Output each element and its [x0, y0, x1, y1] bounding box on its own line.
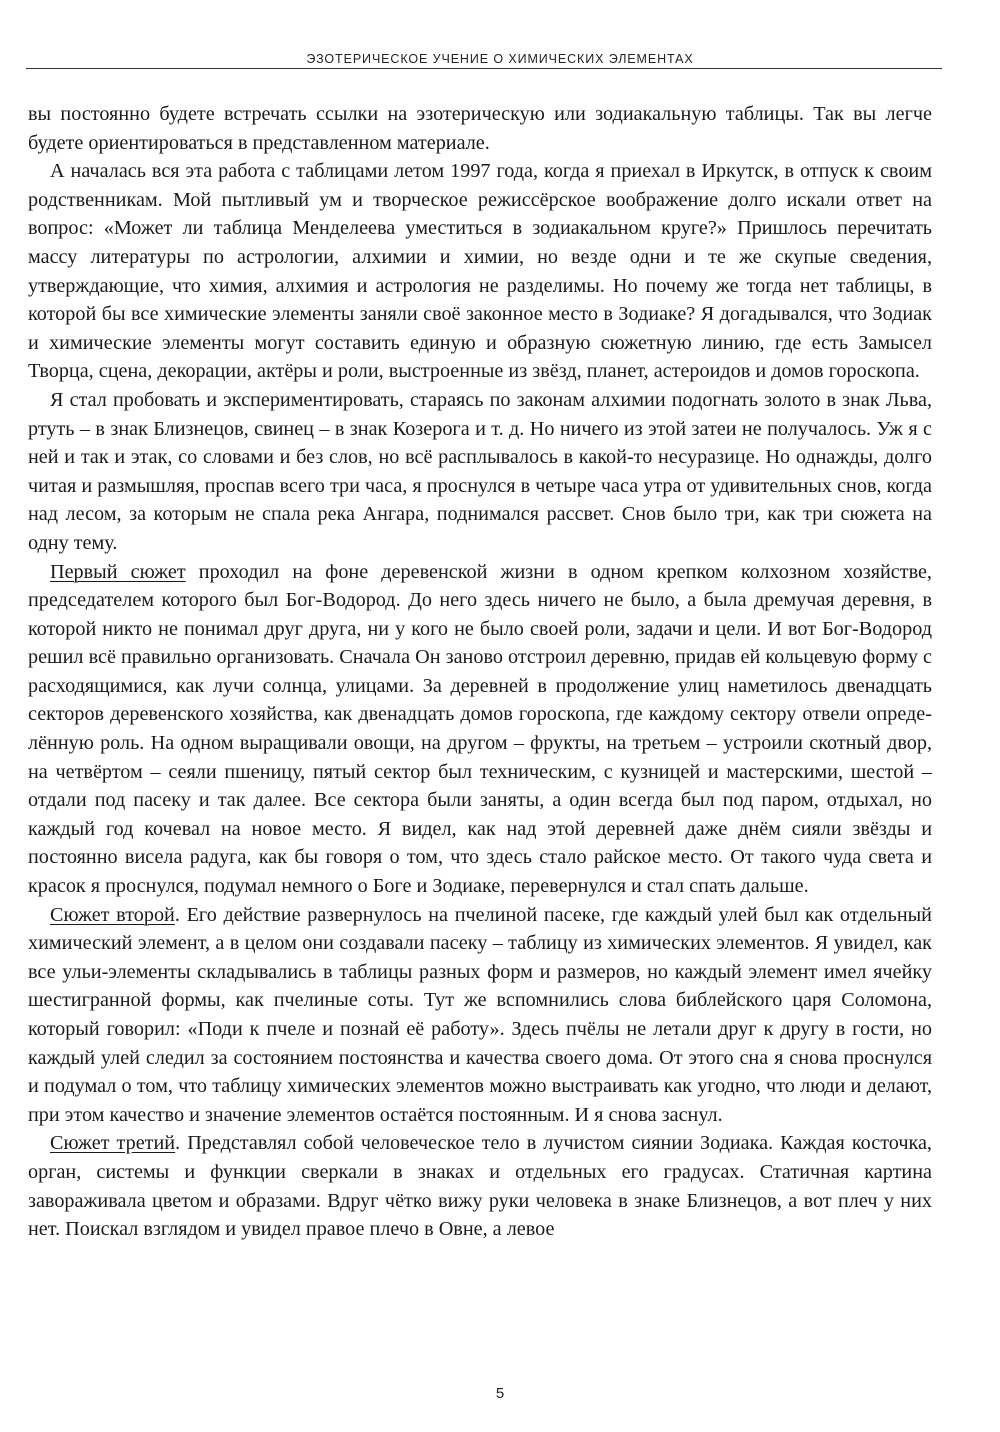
- paragraph-second-plot: [28, 901, 932, 1130]
- paragraph-first-plot: [28, 558, 932, 901]
- third-plot-text: . Представлял собой человеческое тело в лучистом сиянии Зодиака. Каждая косточка, орган, системы и функции сверкали в знаках и отдельных его градусах. Статичная картина завораживала цветом и образами. Вдруг чётко вижу руки человека в знаке Близнецов, а вот плеч у них нет. Поискал взглядом и увидел правое плечо в Овне, а левое: [28, 1132, 932, 1241]
- second-plot-text: . Его действие развернулось на пчелиной пасеке, где каждый улей был как отдельный химический элемент, а в целом они создавали пасеку – таблицу из химических элементов. Я увидел, как все ульи-элементы складывались в таблицы разных форм и размеров, но каждый элемент имел ячейку шестигранной формы, как пчелиные соты. Тут же вспомнились слова библейского царя Соломона, который говорил: «Поди к пчеле и познай её работу». Здесь пчёлы не летали друг к другу в гости, но каждый улей следил за состоянием постоянства и качества своего дома. От этого сна я снова проснулся и подумал о том, что таблицу химических элементов можно выстраивать как угодно, что люди и делают, при этом качество и значение элементов остаётся постоянным. И я снова заснул.: [28, 903, 932, 1126]
- body-text: [28, 100, 932, 1244]
- running-header: ЭЗОТЕРИЧЕСКОЕ УЧЕНИЕ О ХИМИЧЕСКИХ ЭЛЕМЕНТАХ: [306, 52, 694, 66]
- first-plot-heading: Первый сюжет: [50, 560, 186, 583]
- third-plot-heading: Сюжет третий: [50, 1132, 176, 1155]
- paragraph-third-plot: [28, 1129, 932, 1243]
- paragraph-2: А началась вся эта работа с таблицами летом 1997 года, когда я приехал в Иркутск, в отпуск к своим родственникам. Мой пытливый ум и творческое режиссёрское воображение долго искали ответ на вопрос: «Может ли таблица Менделеева уместиться в зодиакальном круге?» Пришлось перечитать массу литературы по астрологии, алхимии и химии, но везде одни и те же скупые сведения, утверждающие, что химия, алхимия и астрология не разделимы. Но почему же тогда нет таблицы, в которой бы все химические элементы заняли своё законное место в Зодиаке? Я догадывался, что Зодиак и химические элементы могут составить единую и образную сюжетную линию, где есть Замысел Творца, сцена, декорации, актёры и роли, выстроенные из звёзд, планет, астероидов и домов гороскопа.: [28, 160, 932, 383]
- page-number: 5: [495, 1385, 505, 1402]
- paragraph-3: Я стал пробовать и экспериментировать, стараясь по законам алхимии подогнать золото в знак Льва, ртуть – в знак Близнецов, свинец – в знак Козерога и т. д. Но ничего из этой затеи не получалось. Уж я с ней и так и этак, со словами и без слов, но всё расплывалось в какой-то несуразице. Но однажды, долго читая и размышляя, проспав всего три часа, я проснулся в четыре часа утра от удивительных снов, когда над лесом, за которым не спала река Ангара, поднимался рассвет. Снов было три, как три сюжета на одну тему.: [28, 388, 932, 554]
- header-rule: [26, 68, 942, 69]
- second-plot-heading: Сюжет второй: [50, 903, 175, 926]
- first-plot-text: проходил на фоне деревенской жизни в одном крепком колхозном хозяйстве, председателем которого был Бог-Водород. До него здесь ничего не было, а была дремучая деревня, в которой никто не понимал друг друга, ни у кого не было своей роли, задачи и цели. И вот Бог-Водород решил всё правильно организовать. Сначала Он заново отстроил деревню, придав ей кольцевую форму с расходящимися, как лучи солнца, улицами. За деревней в продолжение улиц наметилось двенадцать секторов деревенского хозяйства, как двенадцать домов гороскопа, где каждому сектору отвели определённую роль. На одном выращивали овощи, на другом – фрукты, на третьем – устроили скотный двор, на четвёртом – сеяли пшеницу, пятый сектор был техническим, с кузницей и мастерскими, шестой – отдали под пасеку и так далее. Все сектора были заняты, а один всегда был под паром, отдыхал, но каждый год кочевал на новое место. Я видел, как над этой деревней даже днём сияли звёзды и постоянно висела радуга, как бы говоря о том, что здесь стало райское место. От такого чуда света и красок я проснулся, подумал немного о Боге и Зодиаке, перевернулся и стал спать дальше.: [28, 560, 932, 898]
- paragraph-1: вы постоянно будете встречать ссылки на эзотерическую или зодиакальную таблицы. Так вы легче будете ориентироваться в представленном материале.: [28, 103, 932, 154]
